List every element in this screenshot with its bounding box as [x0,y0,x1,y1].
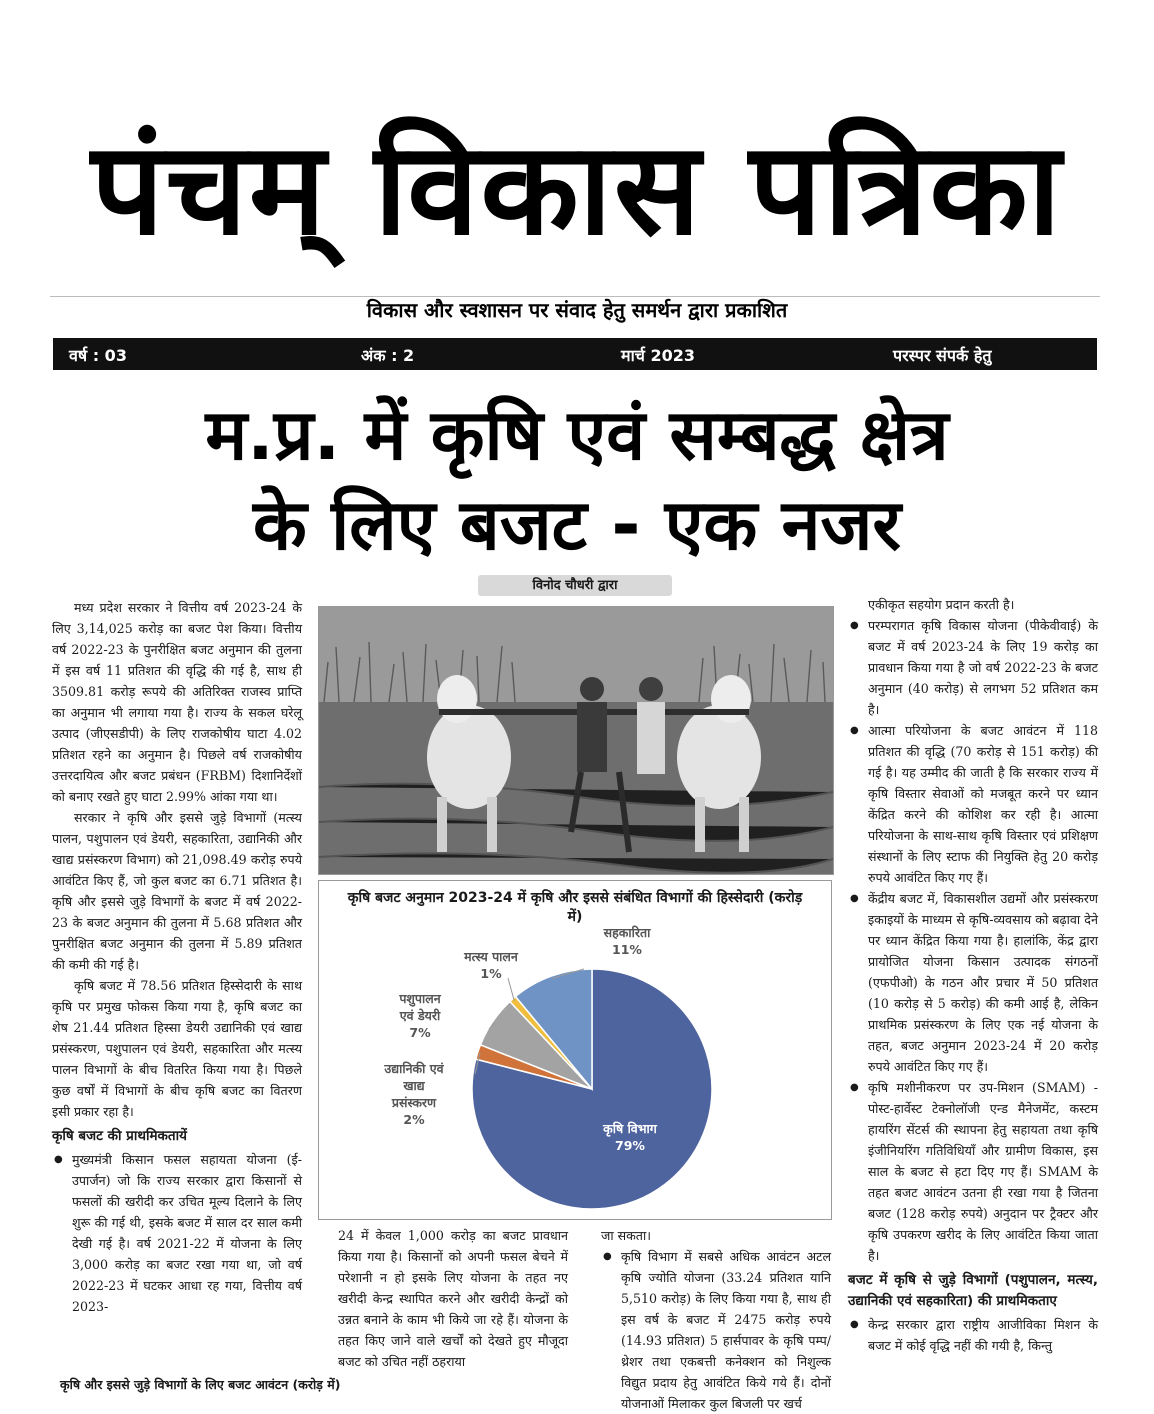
issue-date: मार्च 2023 [621,346,695,365]
headline-line-2: के लिए बजट - एक नजर [252,484,902,566]
bullet-item: ● आत्मा परियोजना के बजट आवंटन में 118 प्रतिशत की वृद्धि (70 करोड़ से 151 करोड़) की गई है। यह उम्मीद की जाती है कि सरकार राज्य में कृषि विस्तार सेवाओं को मजबूत करने पर ध्यान केंद्रित करने की कोशिश कर रही है। आत्मा परियोजना के साथ-साथ कृषि विस्तार एवं प्रशिक्षण संस्थानों के लिए स्टाफ की नियुक्ति हेतु 20 करोड़ रुपये आवंटित किए गए हैं। [848,720,1098,888]
paragraph: जा सकता। [601,1228,652,1243]
section-heading: कृषि बजट की प्राथमिकतायें [52,1128,187,1144]
masthead-title: पंचम् विकास पत्रिका [91,115,1063,264]
bullet-item: ● कृषि मशीनीकरण पर उप-मिशन (SMAM) - पोस्ट-हार्वेस्ट टेक्नोलॉजी एन्ड मैनेजमेंट, कस्टम हायरिंग सेंटर्स की स्थापना हेतु सहायता तथा कृषि इंजीनियरिंग गतिविधियाँ और ग्रामीण विकास, इस साल के बजट से हटा दिए गए हैं। SMAM के तहत बजट आवंटन उतना ही रखा गया है जितना बजट (128 करोड़ रुपये) अनुदान पर ट्रैक्टर और कृषि उपकरण खरीद के लिए आवंटित किया जाता है। [848,1077,1098,1266]
article-photo [318,606,834,875]
headline-line-1: म.प्र. में कृषि एवं सम्बद्ध क्षेत्र [205,394,949,476]
section-heading: बजट में कृषि से जुड़े विभागों (पशुपालन, मत्स्य, उद्यानिकी एवं सहकारिता) की प्राथमिकताए [848,1272,1098,1309]
masthead-tagline: विकास और स्वशासन पर संवाद हेतु समर्थन द्वारा प्रकाशित [366,298,788,322]
right-column [848,594,1098,1397]
slice-label: पशुपालन एवं डेयरी 7% [399,991,441,1040]
pie-chart-canvas [319,881,831,1219]
bullet-item: ● परम्परागत कृषि विकास योजना (पीकेवीवाई) के बजट में वर्ष 2023-24 के लिए 19 करोड़ का प्रावधान किया गया है जो वर्ष 2022-23 के बजट अनुमान (40 करोड़) से लगभग 52 प्रतिशत कम है। [848,615,1098,720]
slice-label: सहकारिता 11% [603,925,651,957]
paragraph: कृषि बजट में 78.56 प्रतिशत हिस्सेदारी के साथ कृषि पर प्रमुख फोकस किया गया है, कृषि बजट का शेष 21.44 प्रतिशत हिस्सा डेयरी उद्यानिकी एवं खाद्य प्रसंस्करण, पशुपालन एवं डेयरी, सहकारिता और मत्स्य पालन विभागों के बीच वितरित किया गया है। पिछले कुछ वर्षों में विभागों के बीच कृषि बजट का वितरण इसी प्रकार रहा है। [52,978,302,1119]
table-caption: कृषि और इससे जुड़े विभागों के लिए बजट आवंटन (करोड़ में) [60,1377,341,1392]
paragraph: सरकार ने कृषि और इससे जुड़े विभागों (मत्स्य पालन, पशुपालन एवं डेयरी, सहकारिता, उद्यानिकी और खाद्य प्रसंस्करण विभाग) को 21,098.49 करोड़ रुपये आवंटित किए हैं, जो कुल बजट का 6.71 प्रतिशत है। कृषि और इससे जुड़े विभागों के बजट में वर्ष 2022-23 के बजट अनुमान की तुलना में 5.68 प्रतिशत और पुनरीक्षित बजट अनुमान की तुलना में 5.89 प्रतिशत की कमी की गई है। [52,810,302,972]
slice-label: मत्स्य पालन 1% [464,949,518,981]
left-column [52,597,302,1377]
byline: विनोद चौधरी द्वारा [478,575,672,596]
slice-label: कृषि विभाग 79% [603,1121,657,1153]
paragraph: मध्य प्रदेश सरकार ने वित्तीय वर्ष 2023-24 के लिए 3,14,025 करोड़ का बजट पेश किया। वित्तीय वर्ष 2022-23 के पुनरीक्षित बजट अनुमान की तुलना में इस वर्ष 11 प्रतिशत की वृद्धि की गई है, साथ ही 3509.81 करोड़ रूपये की अतिरिक्त राजस्व प्राप्ति का अनुमान भी लगाया गया है। राज्य के सकल घरेलू उत्पाद (जीएसडीपी) के लिए राजकोषीय घाटा 4.02 प्रतिशत रहने का अनुमान है। पिछले वर्ष राजकोषीय उत्तरदायित्व और बजट प्रबंधन (FRBM) दिशानिर्देशों को बनाए रखते हुए घाटा 2.99% आंका गया था। [52,600,302,804]
chart-title: कृषि बजट अनुमान 2023-24 में कृषि और इससे संबंधित विभागों की हिस्सेदारी (करोड़ में) [347,890,803,925]
issue-bar [53,338,1097,370]
paragraph: एकीकृत सहयोग प्रदान करती है। [868,597,1015,612]
paragraph: 24 में केवल 1,000 करोड़ का बजट प्रावधान किया गया है। किसानों को अपनी फसल बेचने में परेशानी न हो इसके लिए योजना के तहत नए खरीदी केन्द्र स्थापित करने और खरीदी केन्द्रों को उन्नत बनाने के काम भी किये जा रहे हैं। योजना के तहत किए जाने वाले खर्चों को देखते हुए मौजूदा बजट को उचित नहीं ठहराया [338,1228,568,1369]
bullet-item: ● मुख्यमंत्री किसान फसल सहायता योजना (ई-उपार्जन) जो कि राज्य सरकार द्वारा किसानों से फसलों की खरीदी कर उचित मूल्य दिलाने के लिए शुरू की गई थी, इसके बजट में साल दर साल कमी देखी गई है। वर्ष 2021-22 में योजना के लिए 3,000 करोड़ का बजट रखा गया था, जो वर्ष 2022-23 में घटकर आधा रह गया, वित्तीय वर्ष 2023- [52,1149,302,1317]
leader-line [508,978,514,1001]
farmers-ploughing-photo [319,607,833,874]
article-headline [0,390,1154,570]
bullet-item: ● कृषि विभाग में सबसे अधिक आवंटन अटल कृषि ज्योति योजना (33.24 प्रतिशत यानि 5,510 करोड़) के लिए किया गया है, साथ ही इस वर्ष के बजट में 2475 करोड़ रुपये (14.93 प्रतिशत) 5 हार्सपावर के कृषि पम्प/ थ्रेशर तथा एकबत्ती कनेक्शन को निशुल्क विद्युत प्रदाय हेतु आवंटित किये गये हैं। दोनों योजनाओं मिलाकर कुल बिजली पर खर्च [601,1246,831,1414]
pie-chart [318,880,832,1220]
slice-label: उद्यानिकी एवं खाद्य प्रसंस्करण 2% [384,1061,444,1127]
bullet-item: ● केंद्रीय बजट में, विकासशील उद्यमों और प्रसंस्करण इकाइयों के माध्यम से कृषि-व्यवसाय को बढ़ावा देने पर ध्यान केंद्रित किया गया है। हालांकि, केंद्र द्वारा प्रायोजित योजना किसान उत्पादक संगठनों (एफपीओ) के गठन और प्रचार में 50 प्रतिशत (10 करोड़ से 5 करोड़) की कमी आई है, लेकिन प्राथमिक प्रसंस्करण के लिए एक नई योजना के तहत, बजट अनुमान 2023-24 में 20 करोड़ रुपये आवंटित किए गए हैं। [848,888,1098,1077]
middle-column-2 [601,1225,831,1411]
issue-number: अंक : 2 [361,346,415,365]
issue-year: वर्ष : 03 [69,346,127,365]
bullet-item: ● केन्द्र सरकार द्वारा राष्ट्रीय आजीविका मिशन के बजट में कोई वृद्धि नहीं की गयी है, किन्तु [848,1314,1098,1356]
middle-column-1 [338,1225,568,1375]
issue-note: परस्पर संपर्क हेतु [893,346,992,365]
